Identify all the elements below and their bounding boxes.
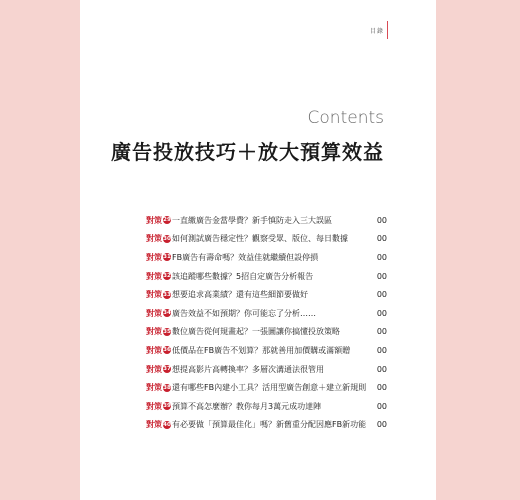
toc-entry[interactable]	[146, 304, 386, 323]
toc-entry[interactable]	[146, 341, 386, 360]
toc-entry-title: 想提高影片高轉換率？多層次溝通法很管用	[172, 364, 324, 374]
toc-entry-tag	[146, 419, 172, 430]
toc-entry-tag-label: 對策	[146, 290, 162, 300]
toc-entry-tag-label: 對策	[146, 234, 162, 244]
toc-entry-number-badge: 31	[163, 254, 171, 261]
running-head-rule	[387, 21, 388, 39]
toc-entry-tag	[146, 308, 172, 319]
toc-entry-title: 低價品在FB廣告不划算？那就善用加價購或滿額贈	[172, 345, 351, 355]
toc-entry-tag	[146, 215, 172, 226]
toc-entry-tag	[146, 233, 172, 244]
toc-entry-title: 如何測試廣告穩定性？觀察受眾、版位、每日數據	[172, 234, 348, 244]
toc-entry-page-number: 00	[376, 234, 387, 244]
toc-entry-tag	[146, 326, 172, 337]
toc-entry-title: 想要追求高業績？還有這些細節要做好	[172, 290, 308, 300]
toc-entry-number-badge: 34	[163, 310, 171, 317]
running-head: 目錄	[369, 28, 384, 35]
toc-entry[interactable]	[146, 211, 386, 230]
toc-entry-tag	[146, 345, 172, 356]
toc-entry-tag-label: 對策	[146, 345, 162, 355]
toc-entry-number-badge: 38	[163, 384, 171, 391]
toc-entry-title: 該追蹤哪些數據？5招自定廣告分析報告	[172, 271, 314, 281]
toc-entry-title: 一直繳廣告金當學費？新手慎防走入三大誤區	[172, 215, 332, 225]
toc-entry-title: FB廣告有壽命嗎？效益佳就繼續但設停損	[172, 252, 319, 262]
toc-entry[interactable]	[146, 285, 386, 304]
toc-entry-page-number: 00	[376, 252, 387, 262]
toc-entry-tag	[146, 364, 172, 375]
toc-entry-title: 數位廣告從何規畫起？一張圖讓你搞懂投放策略	[172, 327, 340, 337]
toc-entry[interactable]	[146, 360, 386, 379]
toc-entry-page-number: 00	[376, 215, 387, 225]
toc-entry-tag-label: 對策	[146, 401, 162, 411]
toc-entry-page-number: 00	[376, 308, 387, 318]
toc-entry-title: 有必要做「預算最佳化」嗎？新舊重分配因應FB新功能	[172, 420, 367, 430]
toc-entry-page-number: 00	[376, 401, 387, 411]
toc-entry-title: 還有哪些FB內建小工具？活用型廣告創意＋建立新規則	[172, 383, 367, 393]
table-of-contents	[146, 211, 386, 434]
toc-entry-tag-label: 對策	[146, 308, 162, 318]
toc-entry-number-badge: 40	[163, 421, 171, 428]
toc-entry[interactable]	[146, 397, 386, 416]
toc-entry-page-number: 00	[376, 271, 387, 281]
toc-entry-page-number: 00	[376, 383, 387, 393]
toc-entry-tag	[146, 382, 172, 393]
toc-entry-tag-label: 對策	[146, 252, 162, 262]
toc-entry-number-badge: 32	[163, 273, 171, 280]
toc-entry-tag-label: 對策	[146, 383, 162, 393]
chapter-title: 廣告投放技巧＋放大預算效益	[111, 140, 384, 164]
toc-entry-number-badge: 37	[163, 366, 171, 373]
toc-entry-number-badge: 39	[163, 403, 171, 410]
toc-entry-number-badge: 35	[163, 328, 171, 335]
toc-entry-number-badge: 29	[163, 217, 171, 224]
toc-entry-tag-label: 對策	[146, 327, 162, 337]
toc-entry-tag-label: 對策	[146, 420, 162, 430]
toc-entry-tag-label: 對策	[146, 364, 162, 374]
toc-entry-page-number: 00	[376, 345, 387, 355]
toc-entry[interactable]	[146, 248, 386, 267]
toc-entry-tag	[146, 401, 172, 412]
toc-entry[interactable]	[146, 323, 386, 342]
toc-entry-tag-label: 對策	[146, 271, 162, 281]
toc-entry-title: 預算不高怎麼辦？教你每月3萬元成功達陣	[172, 401, 322, 411]
toc-entry-page-number: 00	[376, 327, 387, 337]
book-page	[80, 0, 436, 500]
toc-entry[interactable]	[146, 267, 386, 286]
toc-entry[interactable]	[146, 416, 386, 435]
toc-entry-number-badge: 30	[163, 235, 171, 242]
toc-entry-tag	[146, 289, 172, 300]
toc-entry-tag	[146, 252, 172, 263]
toc-entry-number-badge: 33	[163, 291, 171, 298]
toc-entry-number-badge: 36	[163, 347, 171, 354]
contents-label: Contents	[307, 108, 384, 128]
toc-entry-title: 廣告效益不如預期？你可能忘了分析……	[172, 308, 316, 318]
toc-entry[interactable]	[146, 378, 386, 397]
toc-entry-page-number: 00	[376, 364, 387, 374]
toc-entry-page-number: 00	[376, 290, 387, 300]
toc-entry-page-number: 00	[376, 420, 387, 430]
toc-entry[interactable]	[146, 230, 386, 249]
toc-entry-tag	[146, 271, 172, 282]
toc-entry-tag-label: 對策	[146, 215, 162, 225]
